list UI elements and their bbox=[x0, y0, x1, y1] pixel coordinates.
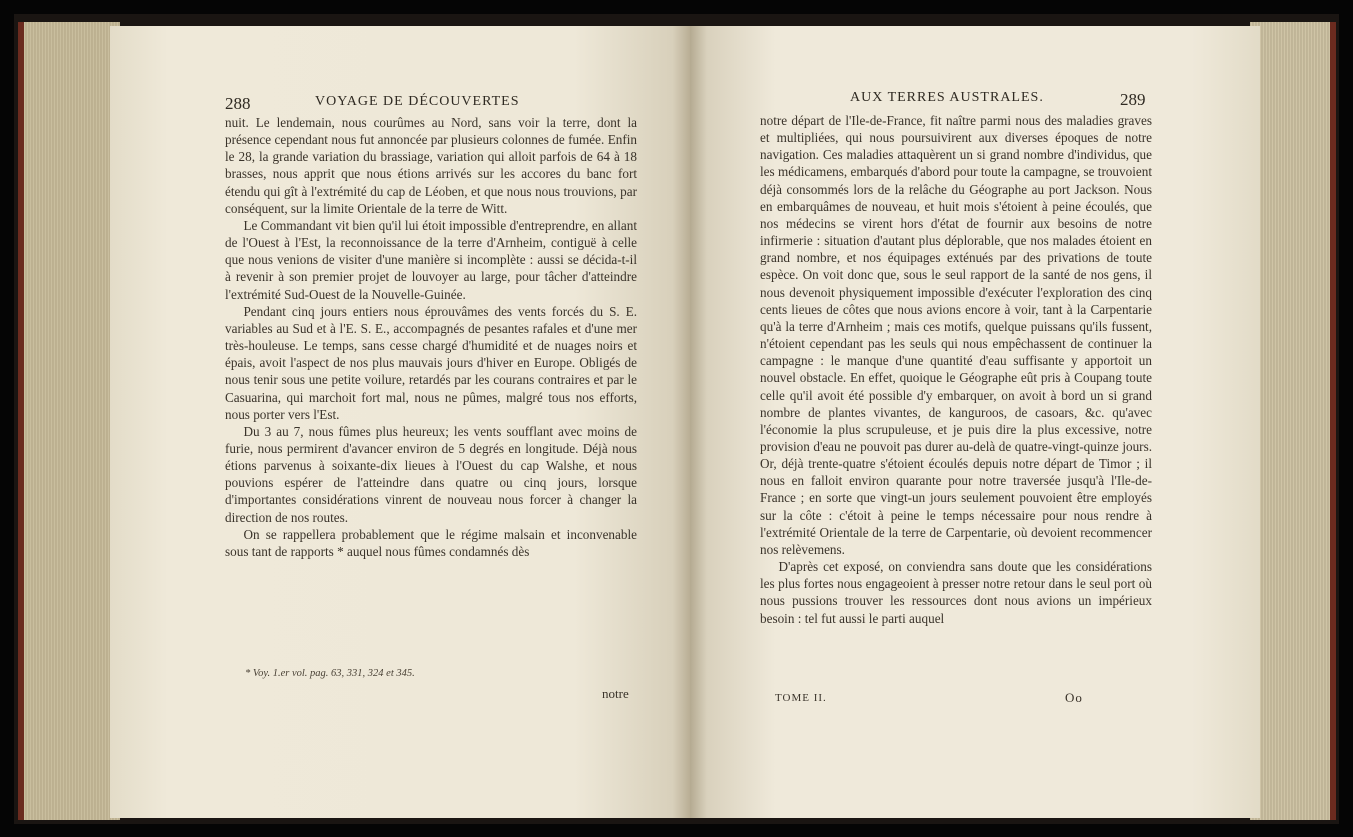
left-cover-edge bbox=[18, 22, 24, 820]
paragraph: On se rappellera probablement que le régime malsain et inconvenable sous tant de rapports * auquel nous fûmes condamnés dès bbox=[225, 526, 637, 559]
footnote: * Voy. 1.er vol. pag. 63, 331, 324 et 345. bbox=[245, 668, 415, 679]
page-number-right: 289 bbox=[1120, 90, 1146, 109]
running-head-left: VOYAGE DE DÉCOUVERTES bbox=[315, 94, 520, 109]
left-page bbox=[110, 26, 690, 818]
catchword: notre bbox=[602, 686, 629, 701]
left-page-edges bbox=[20, 22, 120, 820]
signature-volume: TOME II. bbox=[775, 692, 827, 704]
paragraph: Le Commandant vit bien qu'il lui étoit impossible d'entreprendre, en allant de l'Ouest à l'Est, la reconnoissance de la terre d'Arnheim, contiguë à celle que nous venions de visiter d'une manière si incomplète : aussi se décida-t-il à revenir à son premier projet de louvoyer au large, pour tâcher d'atteindre l'extrémité Sud-Ouest de la Nouvelle-Guinée. bbox=[225, 217, 637, 302]
right-page-edges bbox=[1250, 22, 1335, 820]
paragraph: Du 3 au 7, nous fûmes plus heureux; les vents soufflant avec moins de furie, nous permirent d'avancer environ de 5 degrés en longitude. Déjà nous étions parvenus à soixante-dix lieues à l'Ouest du cap Walshe, et nous pouvions espérer de l'atteindre dans quatre ou cinq jours, lorsque d'importantes considérations vinrent de nouveau nous forcer à changer la direction de nos routes. bbox=[225, 423, 637, 525]
right-page bbox=[690, 26, 1260, 818]
paragraph: D'après cet exposé, on conviendra sans doute que les considérations les plus fortes nous engageoient à presser notre retour dans le seul port où nous pussions trouver les ressources dont nous avions un impérieux besoin : tel fut aussi le parti auquel bbox=[760, 559, 1152, 626]
right-body-text bbox=[760, 112, 1152, 627]
left-body-text bbox=[225, 114, 637, 560]
paragraph: Pendant cinq jours entiers nous éprouvâmes des vents forcés du S. E. variables au Sud et à l'E. S. E., accompagnés de pesantes rafales et d'une mer très-houleuse. Le temps, sans cesse chargé d'humidité et de nuages noirs et épais, avoit l'aspect de nos plus mauvais jours d'hiver en Europe. Obligés de nous tenir sous une petite voilure, retardés par les courans contraires et par le Casuarina, qui marchoit fort mal, nous ne pûmes, malgré tous nos efforts, nous porter vers l'Est. bbox=[225, 303, 637, 422]
signature-mark: Oo bbox=[1065, 690, 1083, 705]
right-cover-edge bbox=[1330, 22, 1336, 820]
page-number-left: 288 bbox=[225, 94, 251, 113]
running-head-right: AUX TERRES AUSTRALES. bbox=[850, 90, 1044, 105]
paragraph: notre départ de l'Ile-de-France, fit naître parmi nous des maladies graves et multipliées, qui nous poursuivirent aux diverses époques de notre navigation. Ces maladies attaquèrent un si grand nombre d'individus, que les médicamens, embarqués d'abord pour toute la campagne, se trouvoient déjà consommés lors de la relâche du Géographe au port Jackson. Nous en embarquâmes de nouveau, et huit mois s'étoient à peine écoulés, que nos médecins se virent hors d'état de fournir aux besoins de notre infirmerie : situation d'autant plus déplorable, que nos malades étoient en grand nombre, et nos équipages exténués par des privations de toute espèce. On voit donc que, sous le seul rapport de la santé de nos gens, il nous devenoit physiquement impossible d'exécuter l'exploration des cinq cents lieues de côtes que nous avions encore à voir, tant à la Carpentarie qu'à la terre d'Arnheim ; mais ces motifs, quelque puissans qu'ils fussent, n'étoient cependant pas les seuls qui nous empêchassent de continuer la campagne : le manque d'une quantité d'eau suffisante y apportoit un nouvel obstacle. En effet, quoique le Géographe eût pris à Coupang toute celle qu'il avoit été possible d'y embarquer, on avoit à bord un si grand nombre de plantes vivantes, de kanguroos, de casoars, &c. qu'avec l'économie la plus scrupuleuse, et je puis dire la plus excessive, notre provision d'eau ne pouvoit pas durer au-delà de quatre-vingt-quinze jours. Or, déjà trente-quatre s'étoient écoulés depuis notre départ de Timor ; il nous en falloit environ quarante pour notre traversée jusqu'à l'Ile-de-France ; en sorte que vingt-un jours seulement pouvoient être employés sur la côte : c'étoit à peine le temps nécessaire pour nous rendre à l'extrémité Orientale de la terre de Carpentarie, où devoient recommencer nos relèvemens. bbox=[760, 113, 1152, 557]
paragraph: nuit. Le lendemain, nous courûmes au Nord, sans voir la terre, dont la présence cependant nous fut annoncée par plusieurs colonnes de fumée. Enfin le 28, la grande variation du brassiage, variation qui alloit parfois de 64 à 18 brasses, nous apprit que nous étions arrivés sur les accores du banc fort étendu qui gît à l'extrémité du cap de Léoben, et que nous nous trouvions, par conséquent, sur la limite Orientale de la terre de Witt. bbox=[225, 115, 637, 216]
